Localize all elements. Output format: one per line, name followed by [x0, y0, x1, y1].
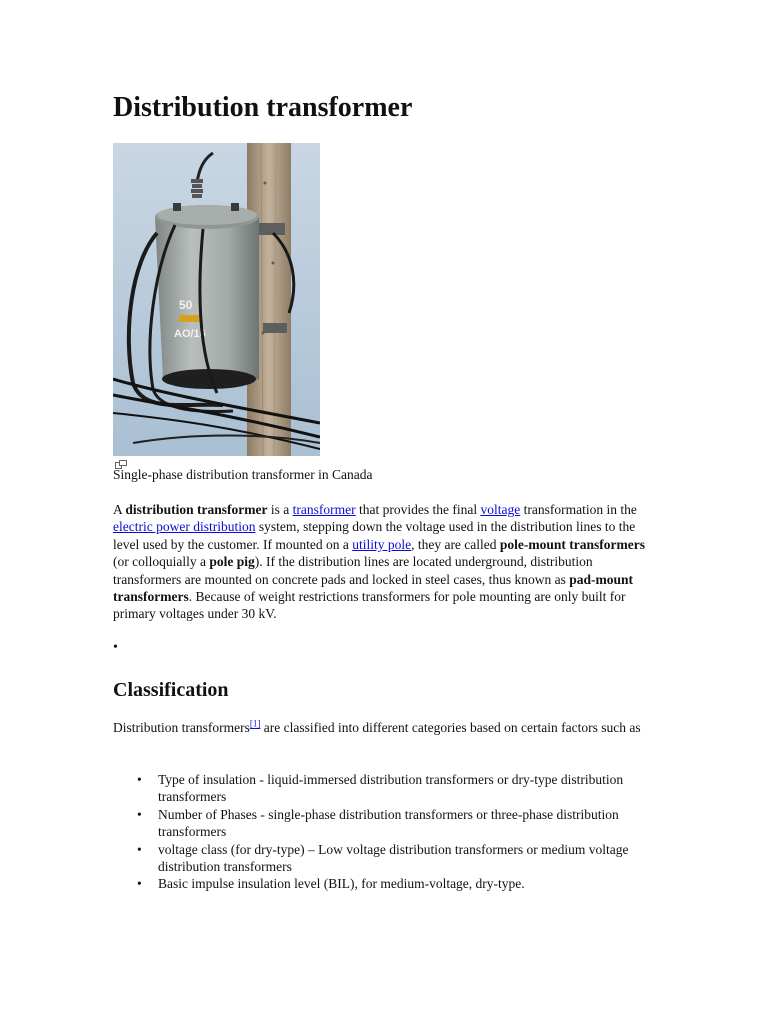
term-pole-pig: pole pig: [209, 554, 255, 570]
list-item: [137, 806, 647, 841]
intro-paragraph: [113, 501, 658, 623]
intro-text: , they are called: [411, 536, 500, 552]
intro-text: (or colloquially a: [113, 554, 210, 570]
list-item-text: Number of Phases - single-phase distribution transformers or three-phase distribution transformers: [158, 806, 619, 840]
intro-text: is a: [267, 502, 293, 517]
enlarge-icon[interactable]: [115, 456, 127, 465]
term-pad-mount-transformers: pad-mount transformers: [113, 571, 634, 605]
figure-caption: Single-phase distribution transformer in Canada: [113, 467, 373, 482]
intro-text: transformation in the: [520, 502, 637, 517]
empty-bullet: •: [113, 640, 118, 655]
list-item: [137, 841, 647, 876]
term-pole-mount-transformers: pole-mount transformers: [499, 536, 646, 552]
list-item-text: Type of insulation - liquid-immersed distribution transformers or dry-type distribution transformers: [158, 772, 624, 805]
bullet-dot: •: [137, 772, 142, 787]
list-item: [137, 771, 647, 806]
bullet-dot: •: [137, 806, 142, 822]
list-item-text: voltage class (for dry-type) – Low voltage distribution transformers or medium voltage distribution transformers: [158, 841, 629, 875]
section-heading-classification: Classification: [113, 679, 229, 701]
link-voltage[interactable]: voltage: [480, 502, 521, 517]
marking-top: 50: [179, 298, 193, 312]
intro-text: ). If the distribution lines are located underground, distribution transformers are mounted on concrete pads and locked in steel cases, thus known as: [113, 554, 593, 587]
intro-text: . Because of weight restrictions transformers for pole mounting are only built for primary voltages under 30 kV.: [113, 589, 626, 622]
term-distribution-transformer: distribution transformer: [125, 502, 268, 517]
classification-intro-text: Distribution transformers: [113, 720, 250, 735]
intro-text: system, stepping down the voltage used in the distribution lines to the level used by the customer. If mounted on a: [113, 519, 636, 552]
link-transformer[interactable]: transformer: [292, 502, 356, 517]
link-electric-power-distribution[interactable]: electric power distribution: [113, 519, 256, 535]
intro-text: that provides the final: [355, 502, 481, 517]
transformer-photo[interactable]: [113, 143, 320, 456]
intro-text: A: [113, 502, 126, 517]
bullet-dot: •: [137, 876, 142, 892]
classification-intro-text: are classified into different categories based on certain factors such as: [260, 720, 641, 735]
classification-intro: [113, 719, 658, 736]
link-utility-pole[interactable]: utility pole: [352, 536, 412, 552]
list-item-text: Basic impulse insulation level (BIL), for medium-voltage, dry-type.: [158, 876, 525, 892]
reference-link[interactable]: [1]: [249, 718, 261, 729]
bullet-dot: •: [137, 841, 142, 857]
page-title: Distribution transformer: [113, 92, 413, 123]
list-item: [137, 875, 647, 892]
marking-bottom: AO/16: [174, 328, 206, 340]
classification-list: [137, 771, 647, 893]
